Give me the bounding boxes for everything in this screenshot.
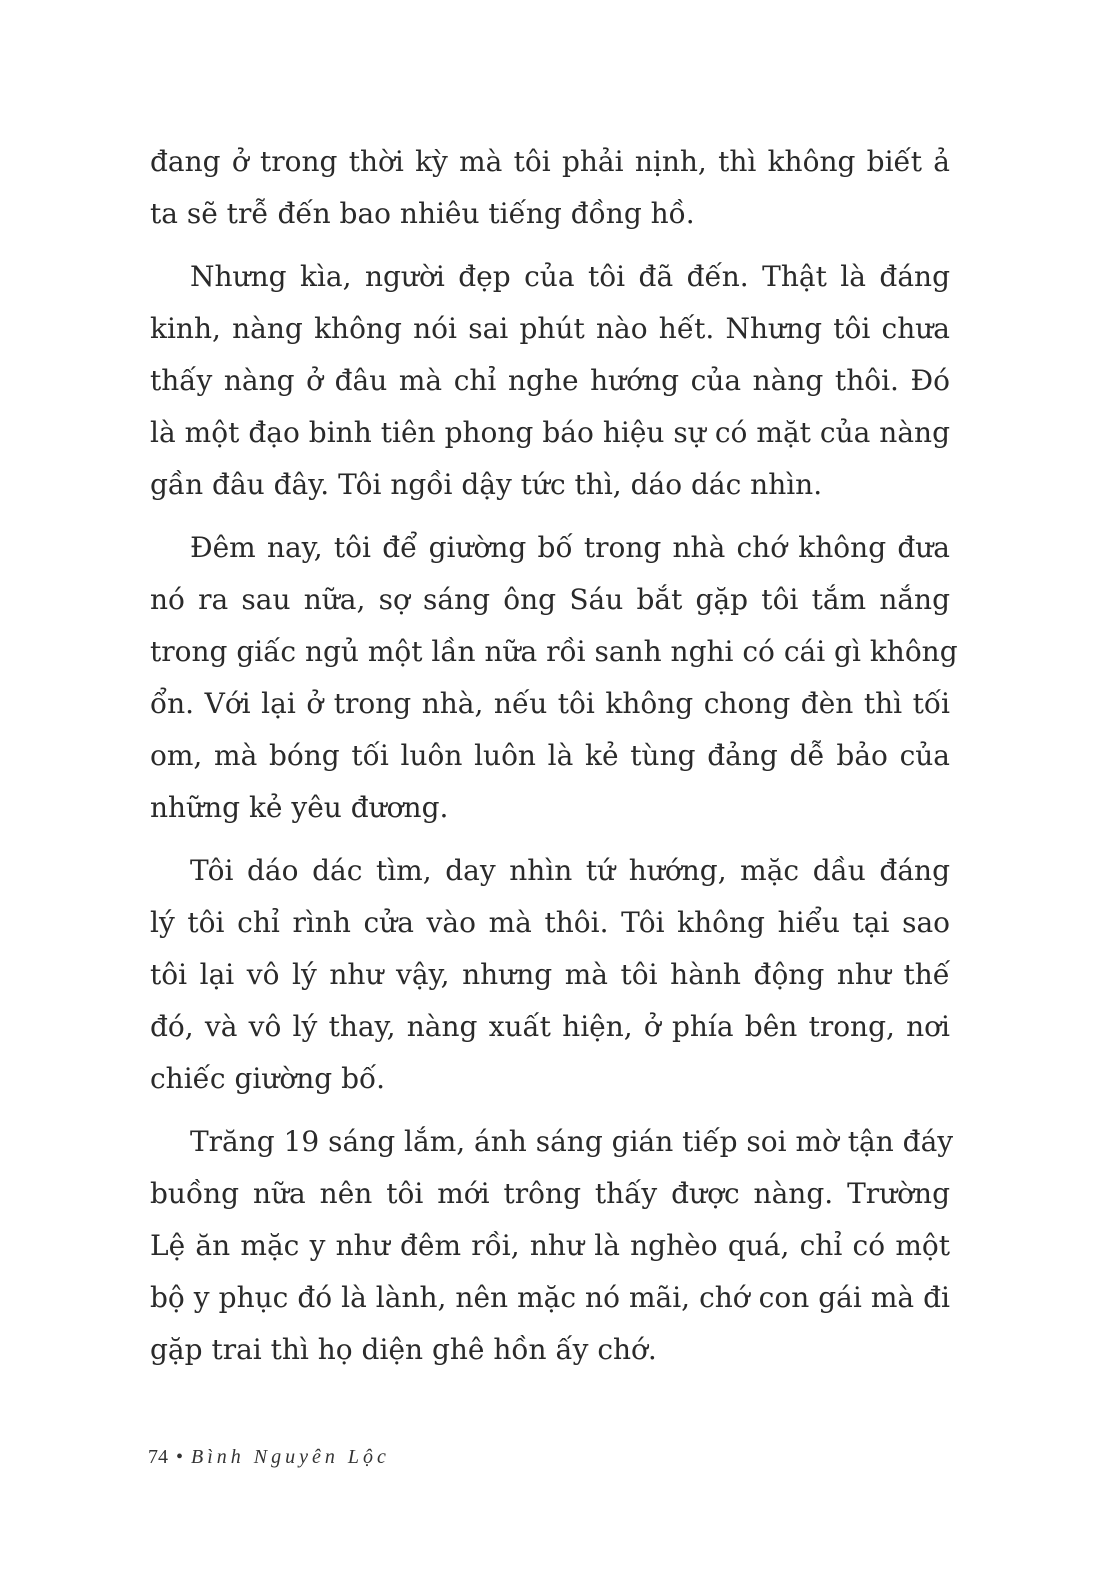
footer-separator: •: [176, 1446, 184, 1468]
body-text: [150, 136, 958, 1376]
text-line: là một đạo binh tiên phong báo hiệu sự có mặt của nàng: [150, 416, 950, 449]
page-footer: [148, 1446, 390, 1469]
author-name: Bình Nguyên Lộc: [191, 1446, 390, 1468]
text-line: Trăng 19 sáng lắm, ánh sáng gián tiếp soi mờ tận đáy: [190, 1125, 954, 1158]
text-line: những kẻ yêu đương.: [150, 791, 449, 824]
text-line: ổn. Với lại ở trong nhà, nếu tôi không chong đèn thì tối: [150, 687, 950, 720]
paragraph: [150, 522, 958, 834]
text-line: thấy nàng ở đâu mà chỉ nghe hướng của nàng thôi. Đó: [150, 364, 950, 397]
text-line: lý tôi chỉ rình cửa vào mà thôi. Tôi không hiểu tại sao: [150, 906, 950, 939]
text-line: Lệ ăn mặc y như đêm rồi, như là nghèo quá, chỉ có một: [150, 1229, 950, 1262]
text-line: om, mà bóng tối luôn luôn là kẻ tùng đảng dễ bảo của: [150, 739, 950, 772]
paragraph: [150, 1116, 954, 1376]
text-line: đang ở trong thời kỳ mà tôi phải nịnh, thì không biết ả: [150, 145, 950, 178]
paragraph: [150, 251, 950, 511]
text-line: ta sẽ trễ đến bao nhiêu tiếng đồng hồ.: [150, 197, 695, 230]
paragraph: [150, 136, 950, 240]
paragraph: [150, 845, 950, 1105]
text-line: Nhưng kìa, người đẹp của tôi đã đến. Thật là đáng: [190, 260, 950, 293]
page-number: 74: [148, 1446, 168, 1468]
text-line: kinh, nàng không nói sai phút nào hết. Nhưng tôi chưa: [150, 312, 950, 345]
text-line: buồng nữa nên tôi mới trông thấy được nàng. Trường: [150, 1177, 950, 1210]
text-line: chiếc giường bố.: [150, 1062, 386, 1095]
text-line: Đêm nay, tôi để giường bố trong nhà chớ không đưa: [190, 531, 950, 564]
text-line: nó ra sau nữa, sợ sáng ông Sáu bắt gặp tôi tắm nắng: [150, 583, 950, 616]
text-line: Tôi dáo dác tìm, day nhìn tứ hướng, mặc dầu đáng: [190, 854, 950, 887]
text-line: đó, và vô lý thay, nàng xuất hiện, ở phía bên trong, nơi: [150, 1010, 950, 1043]
text-line: bộ y phục đó là lành, nên mặc nó mãi, chớ con gái mà đi: [150, 1281, 950, 1314]
text-line: gần đâu đây. Tôi ngồi dậy tức thì, dáo dác nhìn.: [150, 468, 823, 501]
text-line: trong giấc ngủ một lần nữa rồi sanh nghi có cái gì không: [150, 635, 958, 668]
text-line: tôi lại vô lý như vậy, nhưng mà tôi hành động như thế: [150, 958, 950, 991]
text-line: gặp trai thì họ diện ghê hồn ấy chớ.: [150, 1333, 657, 1366]
